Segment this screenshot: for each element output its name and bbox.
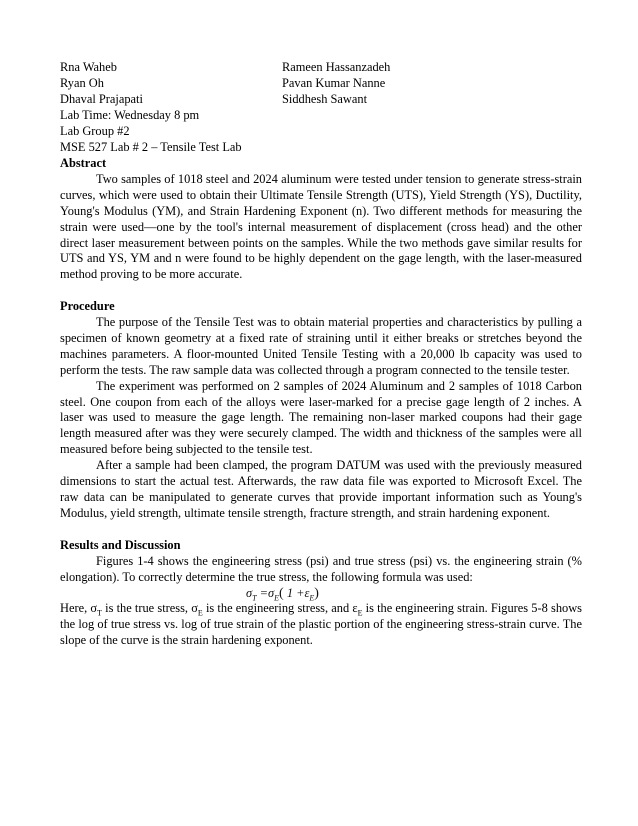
text-run: is the true stress, σ — [101, 601, 198, 616]
abstract-heading: Abstract — [60, 156, 107, 170]
lab-group: Lab Group #2 — [60, 123, 130, 138]
subscript: T — [97, 608, 102, 618]
procedure-paragraph: After a sample had been clamped, the program DATUM was used with the previously measured dimensions to start the actual test. Afterwards, the raw data file was exported to Microsoft Excel. The raw data can be manipulated to generate curves that provide important information such as Young's Modulus, yield strength, ultimate tensile strength, fracture strength, and strain hardening exponent. — [60, 458, 582, 520]
abstract-text: Two samples of 1018 steel and 2024 aluminum were tested under tension to generate stress-strain curves, which were used to obtain their Ultimate Tensile Strength (UTS), Yield Strength (YS), Ductility, Young's Modulus (YM), and Strain Hardening Exponent (n). Two different methods for measuring the strain were used—one by the tool's internal measurement of displacement (cross head) and the other direct laser measurement between points on the samples. While the two methods gave similar results for UTS and YS, YM and n were found to be highly dependent on the gage length, with the laser-measured method proving to be more accurate. — [60, 171, 582, 282]
spacer — [60, 283, 582, 299]
author-header — [60, 60, 582, 154]
results-explanation — [60, 601, 582, 649]
subscript: E — [197, 608, 203, 618]
procedure-paragraph: The purpose of the Tensile Test was to obtain material properties and characteristics by pulling a specimen of known geometry at a fixed rate of straining until it either breaks or stretches beyond the machines parameters. A floor-mounted United Tensile Testing with a 20,000 lb capacity was used to perform the tests. The raw sample data was collected through a program connected to the tensile tester. — [60, 315, 582, 377]
text-run: is the engineering stress, and ε — [202, 601, 358, 616]
author-name: Dhaval Prajapati — [60, 91, 143, 106]
text-run: Here, σ — [60, 601, 98, 616]
formula-sigma: σ — [246, 586, 253, 601]
true-stress-formula — [60, 585, 582, 601]
formula-paren-open: ( — [279, 586, 284, 602]
author-name: Siddhesh Sawant — [282, 91, 368, 106]
formula-subscript: T — [252, 593, 257, 603]
author-name: Ryan Oh — [60, 75, 104, 90]
lab-title: MSE 527 Lab # 2 – Tensile Test Lab — [60, 139, 242, 154]
formula-inner: 1 +ε — [283, 586, 310, 601]
results-heading: Results and Discussion — [60, 537, 181, 552]
formula-subscript: E — [274, 593, 280, 603]
text-run: is the engineering strain. Figures 5-8 shows the log of true stress vs. log of true strain of the plastic portion of the engineering stress-strain curve. The slope of the curve is the strain hardening exponent. — [60, 601, 582, 648]
subscript: E — [357, 608, 363, 618]
author-list-left — [60, 60, 242, 155]
spacer — [60, 522, 582, 538]
procedure-heading: Procedure — [60, 299, 115, 314]
author-name: Pavan Kumar Nanne — [282, 75, 386, 90]
document-page — [60, 60, 582, 649]
author-name: Rameen Hassanzadeh — [282, 60, 391, 74]
lab-time: Lab Time: Wednesday 8 pm — [60, 107, 200, 122]
formula-paren-close: ) — [314, 586, 319, 602]
formula-equals: =σ — [256, 586, 275, 601]
formula-subscript: E — [309, 593, 315, 603]
results-intro: Figures 1-4 shows the engineering stress (psi) and true stress (psi) vs. the engineering strain (% elongation). To correctly determine the true stress, the following formula was used: — [60, 553, 582, 584]
procedure-paragraph: The experiment was performed on 2 samples of 2024 Aluminum and 2 samples of 1018 Carbon steel. One coupon from each of the alloys were laser-marked for a precise gage length of 2 inches. A laser was used to measure the gage length. The remaining non-laser marked coupons had their gage length measured after was they were securely clamped. The width and thickness of the samples were all measured before being subjected to the tensile test. — [60, 378, 582, 457]
author-name: Rna Waheb — [60, 60, 117, 74]
author-list-right — [282, 60, 390, 108]
